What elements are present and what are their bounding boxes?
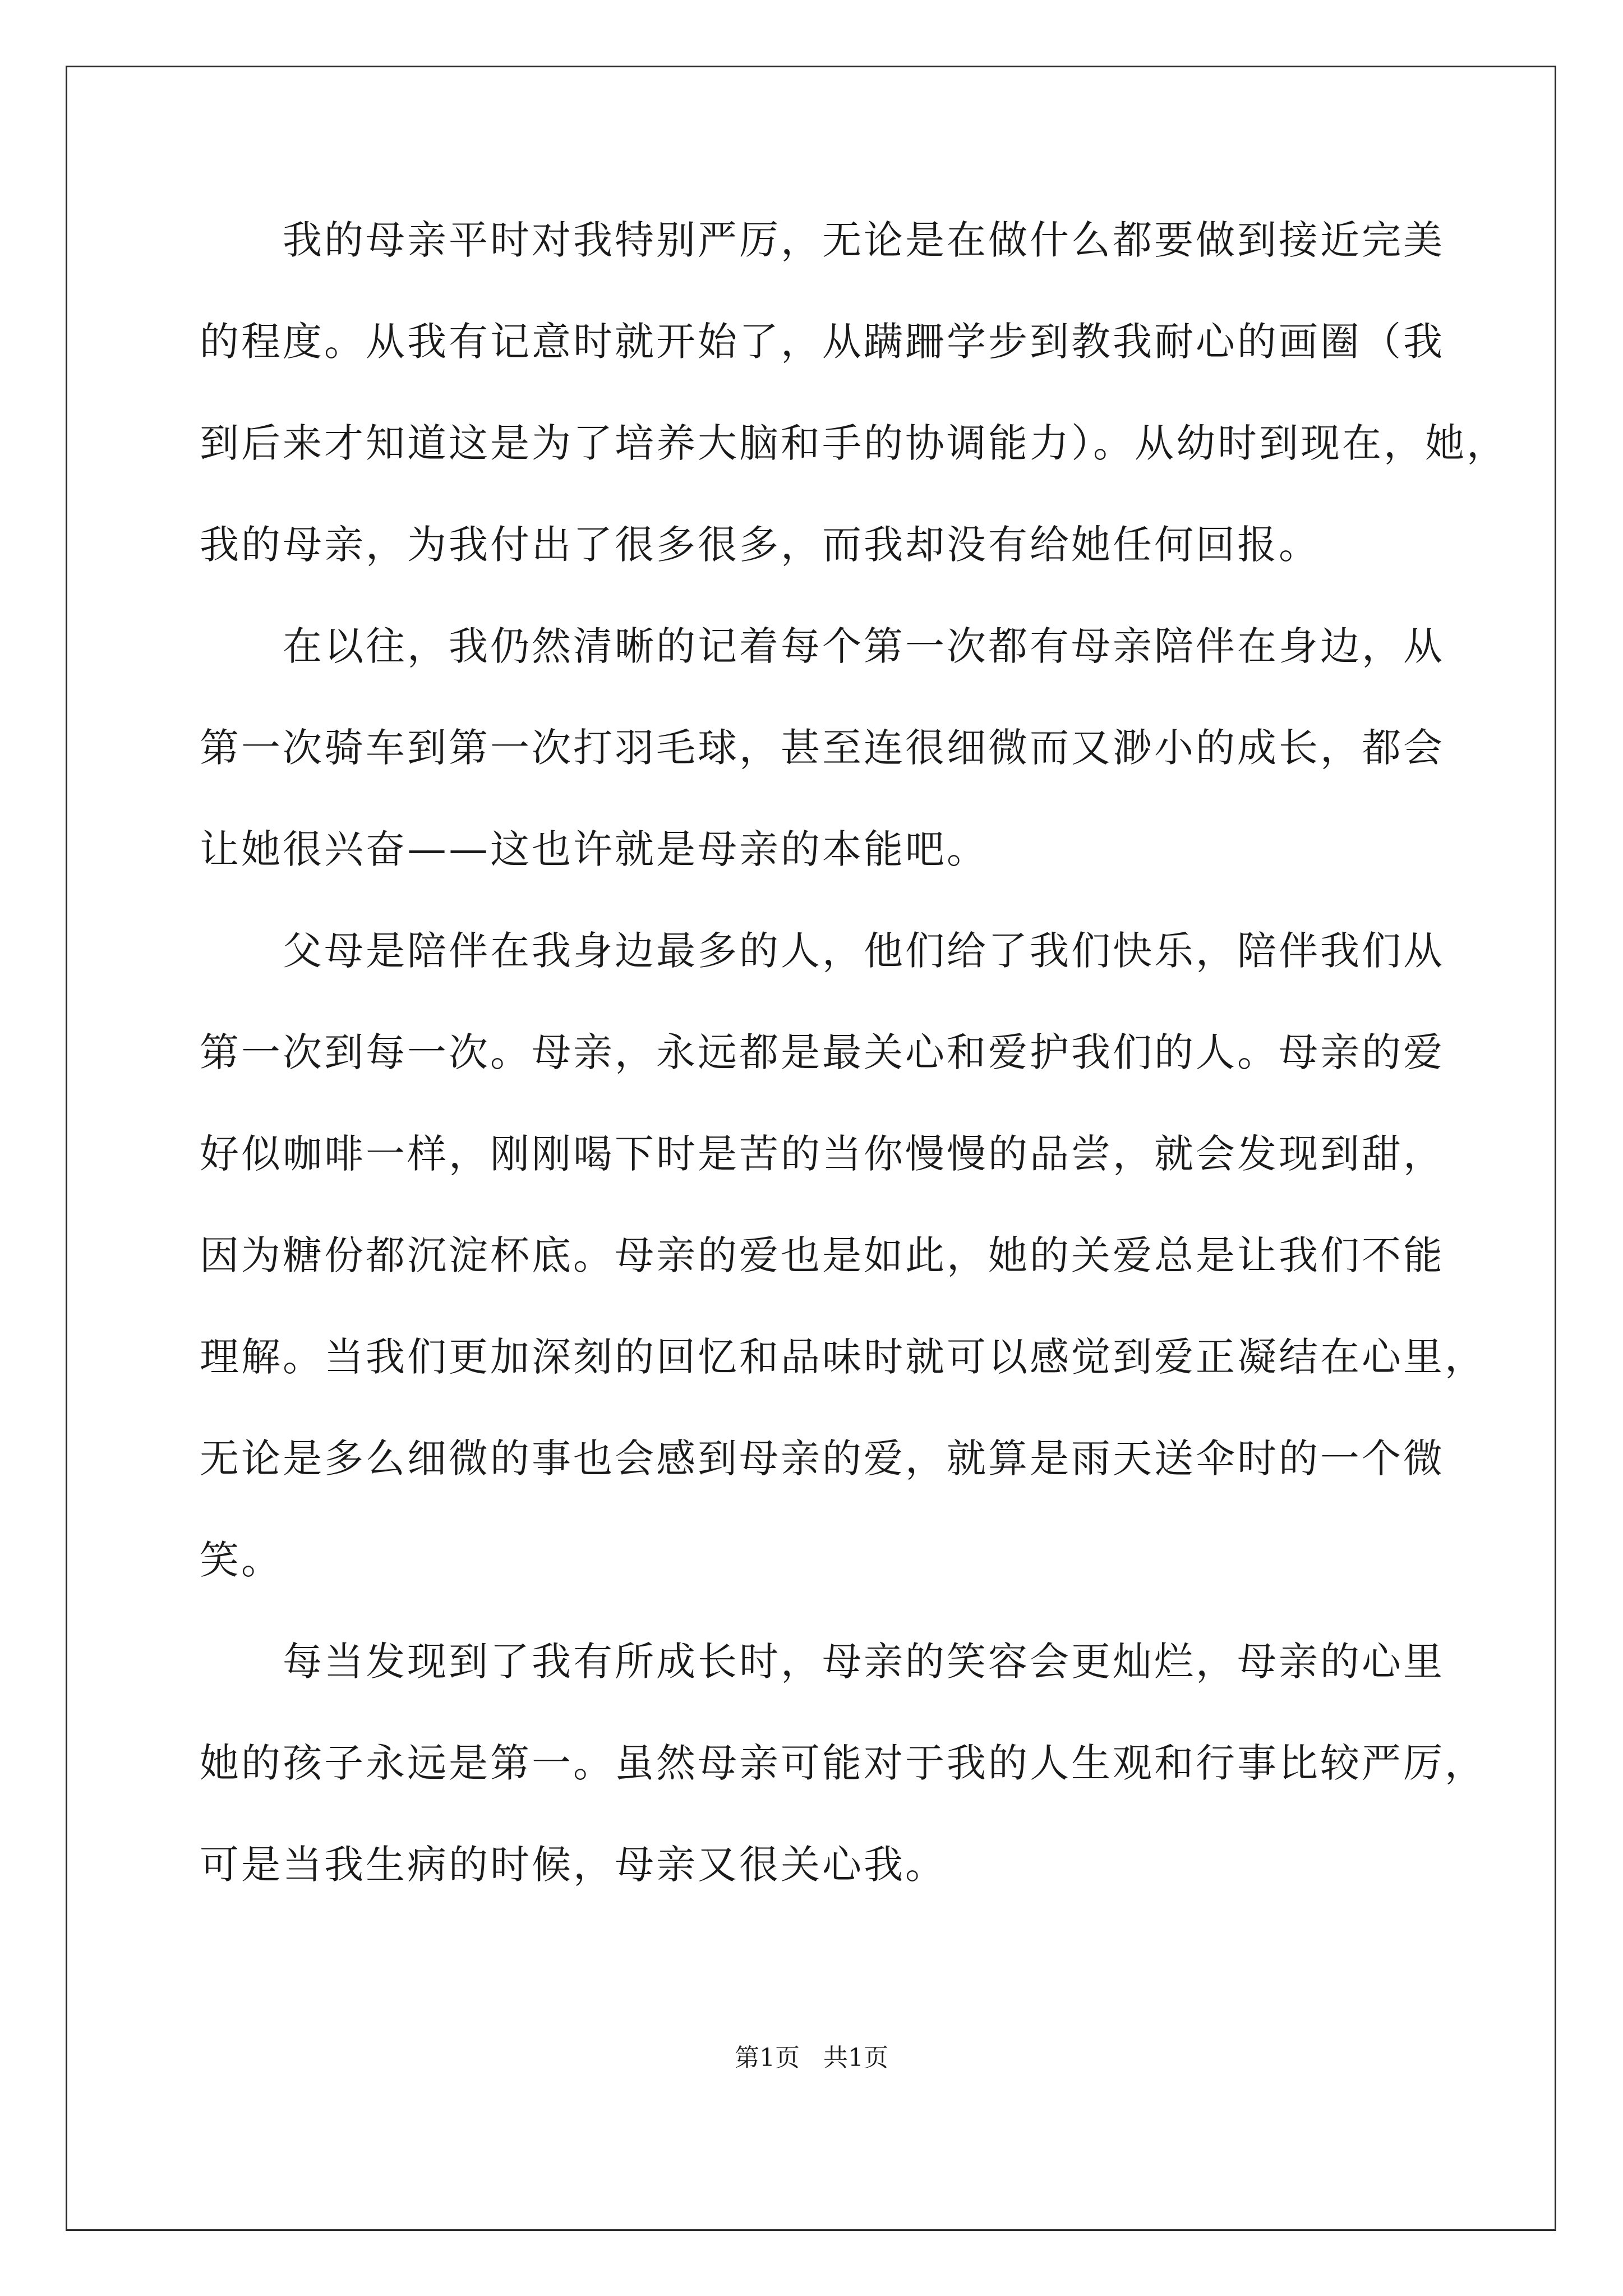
document-body: [200, 217, 1508, 1944]
text-line: 到后来才知道这是为了培养大脑和手的协调能力）。从幼时到现在，她，: [200, 420, 1508, 466]
text-line: 父母是陪伴在我身边最多的人，他们给了我们快乐，陪伴我们从: [283, 928, 1445, 974]
text-line: 她的孩子永远是第一。虽然母亲可能对于我的人生观和行事比较严厉，: [200, 1740, 1486, 1786]
text-line: 好似咖啡一样，刚刚喝下时是苦的当你慢慢的品尝，就会发现到甜，: [200, 1131, 1445, 1177]
text-line: 可是当我生病的时候，母亲又很关心我。: [200, 1842, 947, 1888]
text-line: 因为糖份都沉淀杯底。母亲的爱也是如此，她的关爱总是让我们不能: [200, 1232, 1445, 1278]
text-line: 每当发现到了我有所成长时，母亲的笑容会更灿烂，母亲的心里: [283, 1639, 1445, 1685]
text-line: 第一次骑车到第一次打羽毛球，甚至连很细微而又渺小的成长，都会: [200, 725, 1445, 771]
text-line: 的程度。从我有记意时就开始了，从蹒跚学步到教我耐心的画圈（我: [200, 319, 1445, 365]
page-number: 第1页: [735, 2044, 800, 2072]
text-line: 在以往，我仍然清晰的记着每个第一次都有母亲陪伴在身边，从: [283, 623, 1445, 669]
footer-gap: [800, 2044, 823, 2072]
text-line: 我的母亲，为我付出了很多很多，而我却没有给她任何回报。: [200, 522, 1320, 568]
text-line: 让她很兴奋——这也许就是母亲的本能吧。: [200, 826, 988, 872]
text-line: 第一次到每一次。母亲，永远都是最关心和爱护我们的人。母亲的爱: [200, 1029, 1445, 1075]
text-line: 我的母亲平时对我特别严厉，无论是在做什么都要做到接近完美: [283, 217, 1445, 263]
text-line: 理解。当我们更加深刻的回忆和品味时就可以感觉到爱正凝结在心里，: [200, 1334, 1486, 1380]
text-line: 笑。: [200, 1537, 283, 1583]
page-footer: [0, 2037, 1623, 2073]
text-line: 无论是多么细微的事也会感到母亲的爱，就算是雨天送伞时的一个微: [200, 1435, 1445, 1481]
page-total: 共1页: [823, 2044, 888, 2072]
